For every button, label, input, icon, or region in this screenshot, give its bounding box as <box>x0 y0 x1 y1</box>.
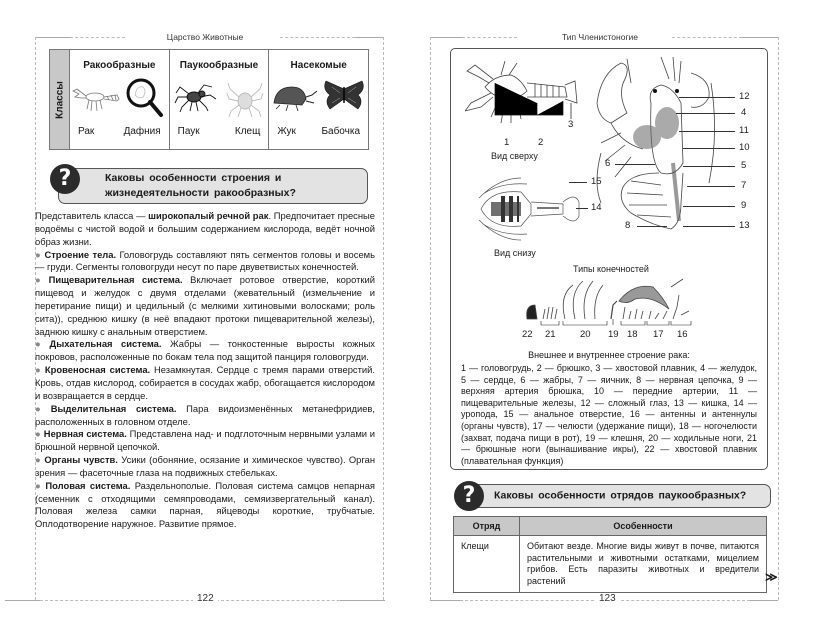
frame-line <box>355 37 383 38</box>
frame-line <box>742 37 778 38</box>
frame-line <box>430 37 431 600</box>
orders-table <box>453 516 767 593</box>
table-header: Отряд <box>454 517 520 536</box>
question-text: Каковы особенности отрядов паукообразных? <box>494 489 747 502</box>
figure-label-15: 15 <box>591 176 602 187</box>
leader-line <box>683 226 735 227</box>
figure-caption-title: Внешнее и внутреннее строение рака: <box>528 350 690 360</box>
frame-line <box>430 600 460 601</box>
section-paragraph: ● Половая система. Раздельнополые. Половая система самцов непарная (семенник с отходящими семяпроводами, семяизвергательный канал). Половая железа самки парная, яйцеводы короткие, трубчатые. Оплодотворение наружное. Развитие прямое. <box>35 479 375 530</box>
running-header: Царство Животные <box>166 32 244 42</box>
class-item-label: Клещ <box>234 126 261 137</box>
double-chevron-right-icon: ≫ <box>765 570 778 584</box>
table-cell-features: Обитают везде. Многие виды живут в почве, питаются растительными и животными остатками, мицелием грибов. Есть паразиты животных и вредители растений <box>520 536 767 593</box>
class-title: Паукообразные <box>179 60 259 71</box>
class-title: Насекомые <box>290 60 347 71</box>
frame-line <box>778 37 779 600</box>
frame-line <box>280 37 355 38</box>
figure-label-8: 8 <box>625 220 631 231</box>
class-item-label: Паук <box>177 126 200 137</box>
class-item-label: Рак <box>78 126 95 137</box>
bullet-icon: ● <box>35 402 48 414</box>
figure-label-5: 5 <box>741 160 747 171</box>
crayfish-bottom-view-illustration <box>471 174 581 244</box>
figure-label-4: 4 <box>741 107 747 118</box>
figure-label-10: 10 <box>739 142 750 153</box>
leader-line <box>637 226 667 227</box>
figure-caption: 1 — головогрудь, 2 — брюшко, 3 — хвостовой плавник, 4 — желудок, 5 — сердце, 6 — жабры, 7 — яичник, 8 — нервная цепочка, 9 — верхняя артерия брюшка, 10 — передние артерии, 11 — пищеварительные железы, 12 — сложный глаз, 13 — кишка, 14 — уропода, 15 — анальное отверстие, 16 — антенны и антеннулы (органы чувств), 17 — челюсти (удержание пищи), 18 — ногочелюсти (захват, подача пищи в рот), 19 — клешня, 20 — ходильные ноги, 21 — брюшные ноги (вынашивание икры), 22 — хвостовой плавник (плавательная функция) <box>461 363 757 466</box>
frame-line <box>462 37 517 38</box>
table-header: Особенности <box>520 517 767 536</box>
view-bottom-label: Вид снизу <box>494 248 536 258</box>
figure-label-7: 7 <box>741 180 747 191</box>
spider-icon <box>174 79 218 115</box>
figure-label-2: 2 <box>538 137 544 148</box>
body-text <box>35 210 375 531</box>
running-header: Тип Членистоногие <box>561 32 639 42</box>
crayfish-figure <box>450 48 768 470</box>
figure-label-18: 18 <box>627 329 638 340</box>
butterfly-icon <box>322 79 366 113</box>
bullet-icon: ● <box>35 248 42 260</box>
classes-side-label: Классы <box>50 50 70 149</box>
limb-number-row <box>523 329 693 341</box>
limb-types-illustration <box>523 275 693 327</box>
leader-line <box>576 208 588 209</box>
section-paragraph: ● Строение тела. Головогрудь составляют пять сегментов головы и восемь — груди. Сегменты головогруди несут по паре двуветвистых конечностей. <box>35 248 375 273</box>
section-paragraph: ● Кровеносная система. Незамкнутая. Сердце с тремя парами отверстий. Кровь, отдав кислород, собирается в сосудах жабр, обогащается кислородом и возвращается в сердце. <box>35 364 375 401</box>
intro-paragraph: Представитель класса — широкопалый речной рак. Предпочитает пресные водоёмы с чистой водой и большим содержанием кислорода, ведёт ночной образ жизни. <box>35 210 376 247</box>
frame-line <box>750 600 778 601</box>
frame-line <box>430 37 462 38</box>
page-number: 123 <box>595 593 620 604</box>
tick-icon <box>226 79 264 119</box>
leader-line <box>683 148 735 149</box>
question-text: Каковы особенности строения и жизнедеятельности ракообразных? <box>105 172 296 199</box>
figure-label-19: 19 <box>608 329 619 340</box>
figure-label-16: 16 <box>677 329 688 340</box>
leader-line <box>679 97 735 98</box>
question-mark-icon: ? <box>50 164 80 194</box>
bullet-icon: ● <box>35 274 46 286</box>
leader-line <box>683 206 735 207</box>
figure-label-3: 3 <box>568 119 574 130</box>
figure-label-14: 14 <box>591 202 602 213</box>
class-column-crustaceans <box>70 50 170 149</box>
section-paragraph: ● Дыхательная система. Жабры — тонкостенные выросты кожных покровов, расположенные по бокам тела под защитой панциря головогруди. <box>35 338 375 363</box>
frame-line <box>672 37 742 38</box>
question-box <box>58 168 368 204</box>
class-item-label: Дафния <box>123 126 161 137</box>
frame-line <box>35 37 70 38</box>
figure-label-13: 13 <box>739 220 750 231</box>
leader-line <box>679 131 735 132</box>
bullet-icon: ● <box>35 479 43 491</box>
question-mark-icon: ? <box>454 481 484 511</box>
section-paragraph: ● Органы чувств. Усики (обоняние, осязание и химическое чувство). Орган зрения — фасеточные глаза на подвижных стебельках. <box>35 454 376 478</box>
figure-label-21: 21 <box>545 329 556 340</box>
class-item-label: Бабочка <box>321 126 361 137</box>
page-number: 122 <box>193 593 218 604</box>
frame-line <box>70 37 125 38</box>
class-item-label: Жук <box>277 126 296 137</box>
figure-label-1: 1 <box>504 137 510 148</box>
figure-label-17: 17 <box>653 329 664 340</box>
frame-line <box>5 600 40 601</box>
section-paragraph: ● Пищеварительная система. Включает ротовое отверстие, короткий пищевод и желудок с двумя отделами (жевательный (измельчение и перетирание пищи) и цедильный (с мелкими хитиновыми волосками; роль сита)), среднюю кишку (в неё впадают протоки пищеварительной железы), заднюю кишку с анальным отверстием. <box>35 274 375 337</box>
crayfish-icon <box>71 79 121 115</box>
bullet-icon: ● <box>35 364 42 376</box>
figure-label-20: 20 <box>580 329 591 340</box>
figure-label-9: 9 <box>741 200 747 211</box>
figure-label-12: 12 <box>739 91 750 102</box>
figure-label-22: 22 <box>522 329 533 340</box>
limb-types-label: Типы конечностей <box>573 264 649 274</box>
leader-line <box>569 182 587 183</box>
leader-line <box>676 113 735 114</box>
view-top-label: Вид сверху <box>491 151 538 161</box>
frame-line <box>340 600 385 601</box>
frame-line <box>383 37 384 600</box>
table-cell-order: Клещи <box>454 536 520 593</box>
section-paragraph: ● Выделительная система. Пара видоизменённых метанефридиев, расположенных в головном отделе. <box>35 402 376 427</box>
beetle-icon <box>272 79 318 113</box>
table-row <box>454 536 767 593</box>
class-column-arachnids <box>170 50 270 149</box>
bullet-icon: ● <box>35 454 42 466</box>
figure-label-6: 6 <box>605 158 611 169</box>
classes-table <box>49 49 369 150</box>
crayfish-top-view-illustration <box>465 57 585 137</box>
bullet-icon: ● <box>35 338 47 350</box>
class-title: Ракообразные <box>83 60 156 71</box>
leader-line <box>683 166 735 167</box>
bullet-icon: ● <box>35 428 41 440</box>
question-box <box>465 484 771 508</box>
daphnia-magnifier-icon <box>123 75 167 119</box>
leader-line <box>687 186 735 187</box>
class-column-insects <box>269 50 368 149</box>
section-paragraph: ● Нервная система. Представлена над- и подглоточным нервными узлами и брюшной нервной цепочкой. <box>35 428 375 453</box>
leader-line <box>615 164 655 165</box>
figure-label-11: 11 <box>739 125 749 136</box>
